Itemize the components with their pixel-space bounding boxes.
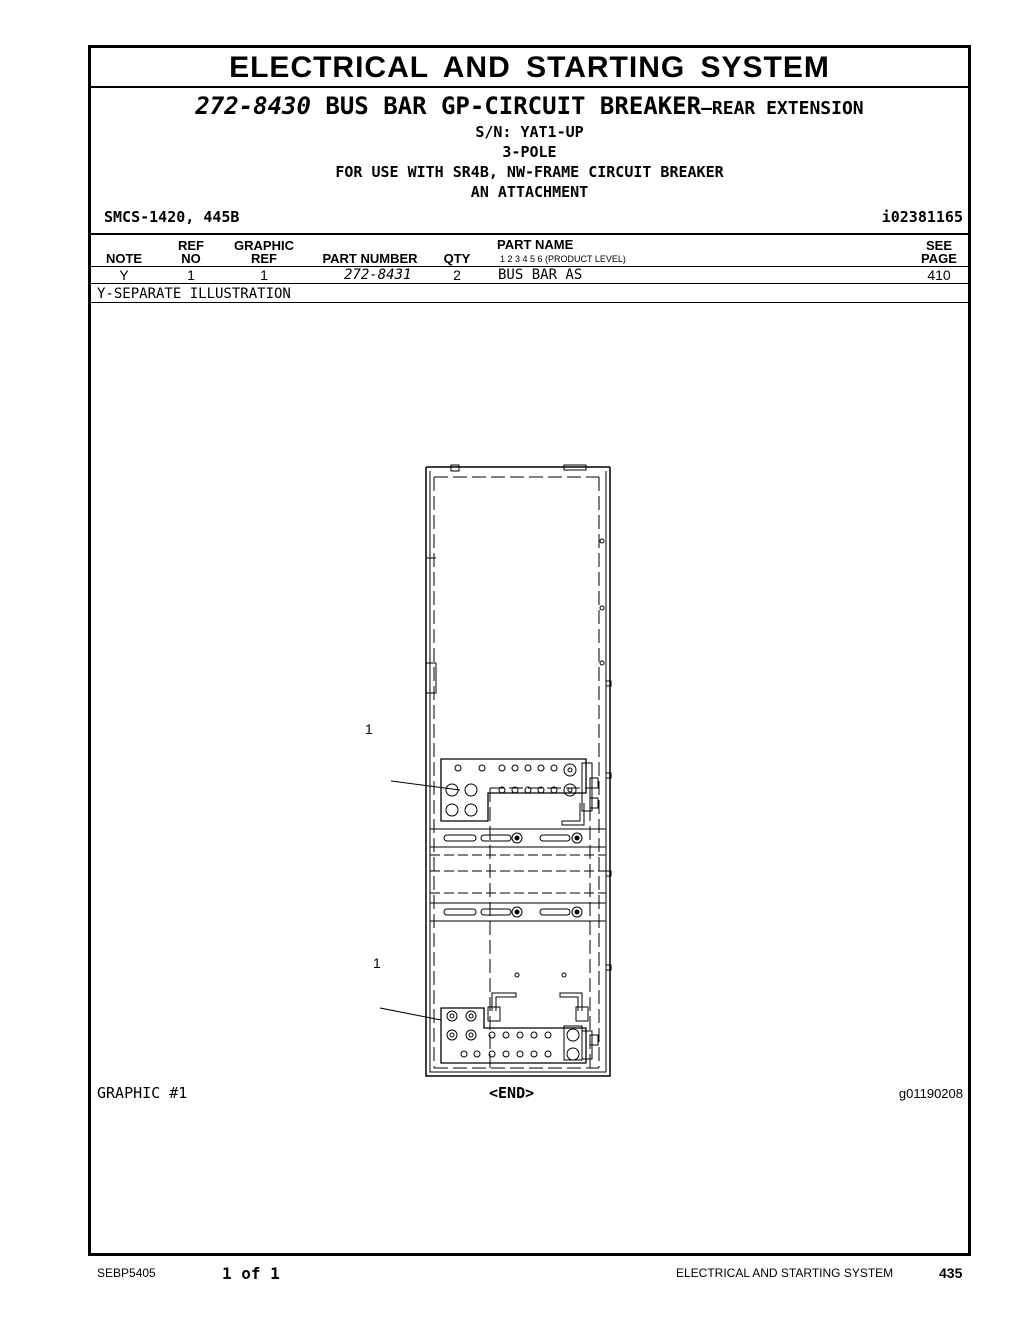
- row-note: Y: [119, 267, 129, 283]
- callout-1-lower: 1: [373, 955, 381, 971]
- col-note-header: NOTE: [105, 251, 143, 266]
- footer-doc-number: SEBP5405: [97, 1266, 156, 1280]
- row-part-number[interactable]: 272-8431: [344, 267, 412, 283]
- col-part-number-header: PART NUMBER: [322, 251, 418, 266]
- col-qty-header: QTY: [443, 251, 471, 266]
- divider: [91, 233, 968, 235]
- col-ref-no-header-line1: REF: [178, 238, 204, 253]
- row-divider: [91, 283, 968, 284]
- group-type: AN ATTACHMENT: [470, 183, 589, 201]
- col-see-page-header-line1: SEE: [925, 238, 952, 253]
- footer-page-count: 1 of 1: [222, 1264, 280, 1283]
- page-title: ELECTRICAL AND STARTING SYSTEM: [91, 48, 968, 88]
- row-ref-no: 1: [187, 267, 195, 283]
- note-legend: Y-SEPARATE ILLUSTRATION: [97, 286, 291, 302]
- row-graphic-ref: 1: [260, 267, 268, 283]
- col-ref-no-header-line2: NO: [181, 251, 201, 266]
- group-name-suffix: —REAR EXTENSION: [701, 98, 864, 119]
- row-part-name: BUS BAR AS: [498, 267, 583, 283]
- footer-page-number: 435: [939, 1265, 963, 1281]
- col-see-page-header-line2: PAGE: [921, 251, 957, 266]
- product-levels: 1 2 3 4 5 6 (PRODUCT LEVEL): [500, 254, 626, 264]
- col-graphic-ref-header-line2: REF: [251, 251, 277, 266]
- document-id: i02381165: [881, 208, 963, 226]
- graphic-label: GRAPHIC #1: [97, 1084, 188, 1102]
- row-see-page[interactable]: 410: [927, 267, 951, 283]
- col-part-name-header: PART NAME: [497, 237, 574, 252]
- page-frame: [88, 45, 971, 1256]
- end-marker: <END>: [489, 1084, 535, 1102]
- group-part-number[interactable]: 272-8430: [195, 92, 311, 120]
- col-graphic-ref-header-line1: GRAPHIC: [234, 238, 294, 253]
- callout-1-upper: 1: [365, 721, 373, 737]
- smcs-code: SMCS-1420, 445B: [104, 208, 240, 226]
- note-divider: [91, 302, 968, 303]
- row-qty: 2: [453, 267, 461, 283]
- graphic-number: g01190208: [898, 1086, 963, 1101]
- bus-bar-illustration: [344, 463, 644, 1078]
- pole-spec: 3-POLE: [502, 143, 557, 161]
- usage-note: FOR USE WITH SR4B, NW-FRAME CIRCUIT BREAKER: [335, 163, 724, 181]
- footer-section: ELECTRICAL AND STARTING SYSTEM: [676, 1266, 894, 1280]
- group-title: [91, 92, 968, 123]
- serial-range: S/N: YAT1-UP: [475, 123, 584, 141]
- group-name: BUS BAR GP-CIRCUIT BREAKER: [325, 92, 702, 120]
